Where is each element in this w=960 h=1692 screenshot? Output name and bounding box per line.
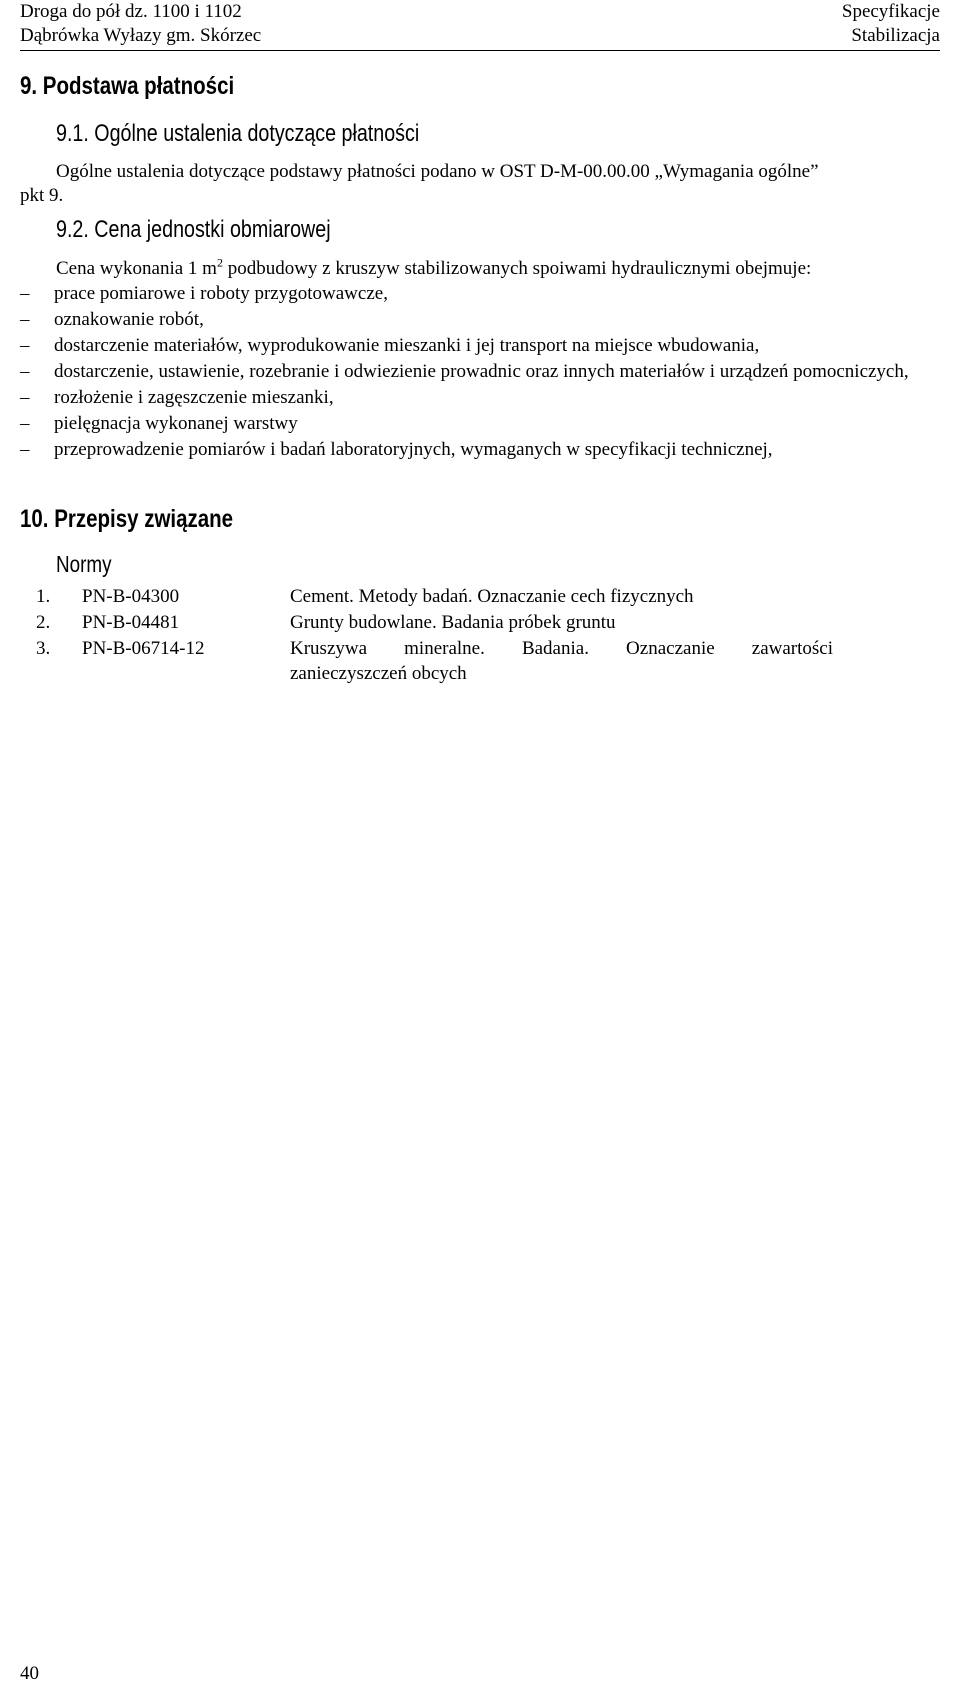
list-item (20, 282, 940, 306)
norm-number: 2. (36, 612, 51, 633)
intro-text-after: podbudowy z kruszyw stabilizowanych spoiwami hydraulicznymi obejmuje: (222, 258, 812, 279)
list-item-text: pielęgnacja wykonanej warstwy (54, 413, 298, 434)
section-9-heading: 9. Podstawa płatności (20, 72, 235, 100)
norm-code: PN-B-04300 (82, 586, 180, 607)
section-9-1-text-line1: Ogólne ustalenia dotyczące podstawy płatności podano w OST D-M-00.00.00 „Wymagania ogólne” (56, 161, 819, 182)
header-doc-type: Specyfikacje (841, 1, 940, 22)
intro-superscript: 2 (216, 255, 223, 270)
norm-title: Grunty budowlane. Badania próbek gruntu (290, 612, 616, 633)
dash-bullet: – (20, 413, 30, 434)
list-item-text: przeprowadzenie pomiarów i badań laboratoryjnych, wymaganych w specyfikacji technicznej, (54, 439, 773, 460)
dash-bullet: – (20, 439, 30, 460)
header-divider (20, 50, 940, 51)
norm-row-3 (20, 637, 940, 689)
norm-number: 1. (36, 586, 51, 607)
list-item-text: dostarczenie materiałów, wyprodukowanie mieszanki i jej transport na miejsce wbudowania, (54, 335, 760, 356)
norm-number: 3. (36, 638, 51, 659)
section-10-heading: 10. Przepisy związane (20, 505, 234, 533)
section-9-1-heading: 9.1. Ogólne ustalenia dotyczące płatności (56, 120, 420, 147)
list-item (20, 308, 940, 332)
list-item (20, 412, 940, 436)
norm-code: PN-B-04481 (82, 612, 180, 633)
list-item-text: rozłożenie i zagęszczenie mieszanki, (54, 387, 334, 408)
norms-heading: Normy (56, 551, 112, 577)
list-item (20, 334, 940, 358)
dash-bullet: – (20, 283, 30, 304)
dash-bullet: – (20, 309, 30, 330)
section-9-1-text-line2: pkt 9. (20, 185, 64, 206)
dash-bullet: – (20, 335, 30, 356)
section-9-2-heading: 9.2. Cena jednostki obmiarowej (56, 216, 331, 243)
list-item (20, 438, 940, 462)
list-item-text: prace pomiarowe i roboty przygotowawcze, (54, 283, 388, 304)
header-project-title: Droga do pół dz. 1100 i 1102 (20, 1, 242, 22)
header-right (842, 0, 940, 48)
section-9-2-intro (56, 257, 811, 281)
norm-title: Cement. Metody badań. Oznaczanie cech fizycznych (290, 586, 694, 607)
norm-code: PN-B-06714-12 (82, 638, 205, 659)
list-item (20, 360, 940, 384)
header-location: Dąbrówka Wyłazy gm. Skórzec (20, 25, 262, 46)
dash-bullet: – (20, 361, 30, 382)
norm-title: Kruszywa mineralne. Badania. Oznaczanie zawartości (290, 638, 833, 659)
list-item (20, 386, 940, 410)
dash-bullet: – (20, 387, 30, 408)
norm-title-continued: zanieczyszczeń obcych (290, 663, 467, 684)
cost-items-list (20, 282, 940, 464)
page-number: 40 (20, 1663, 39, 1684)
list-item-text: oznakowanie robót, (54, 309, 204, 330)
header-doc-subject: Stabilizacja (851, 25, 940, 46)
header-left (20, 0, 261, 48)
list-item-text: dostarczenie, ustawienie, rozebranie i odwiezienie prowadnic oraz innych materiałów i urządzeń pomocniczych, (54, 361, 909, 382)
intro-text-before: Cena wykonania 1 m (56, 258, 217, 279)
